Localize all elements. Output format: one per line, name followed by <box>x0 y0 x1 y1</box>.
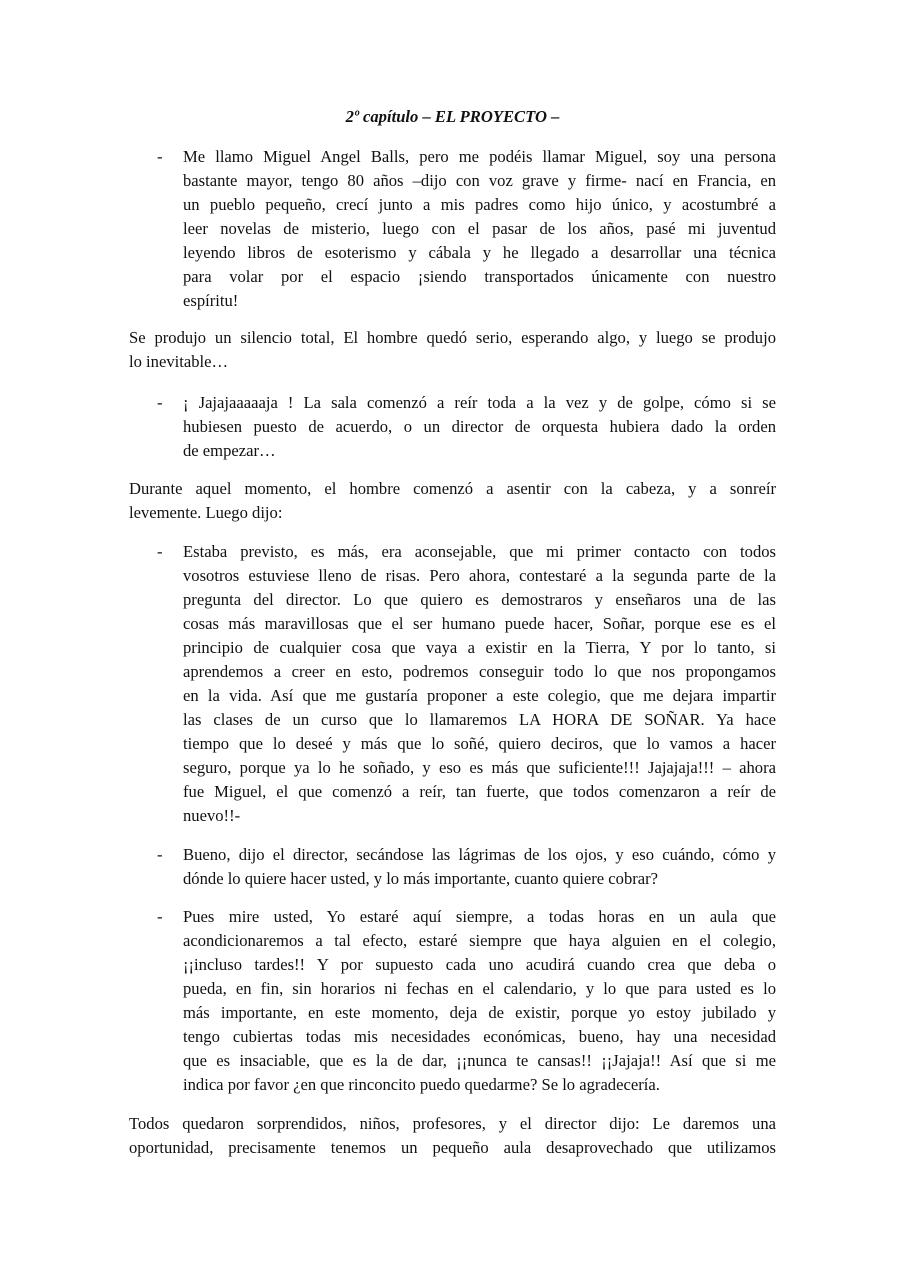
bullet-dash: - <box>157 845 163 864</box>
text-line: cosas más maravillosas que el ser humano puede hacer, Soñar, porque ese es el <box>183 614 776 633</box>
text-line: hubiesen puesto de acuerdo, o un director de orquesta hubiera dado la orden <box>183 417 776 436</box>
text-line: oportunidad, precisamente tenemos un pequeño aula desaprovechado que utilizamos <box>129 1138 776 1157</box>
text-line: acondicionaremos a tal efecto, estaré siempre que haya alguien en el colegio, <box>183 931 776 950</box>
text-line: leer novelas de misterio, luego con el pasar de los años, pasé mi juventud <box>183 219 776 238</box>
narrative-paragraph <box>129 477 776 525</box>
text-line: lo inevitable… <box>129 352 229 371</box>
text-line: dónde lo quiere hacer usted, y lo más importante, cuanto quiere cobrar? <box>183 869 659 888</box>
text-line: principio de cualquier cosa que vaya a existir en la Tierra, Y por lo tanto, si <box>183 638 776 657</box>
dialogue-paragraph <box>157 540 776 828</box>
dialogue-paragraph <box>157 843 776 891</box>
text-line: fue Miguel, el que comenzó a reír, tan fuerte, que todos comenzaron a reír de <box>183 782 776 801</box>
text-line: ¡ Jajajaaaaaja ! La sala comenzó a reír toda a la vez y de golpe, cómo si se <box>183 393 776 412</box>
text-line: las clases de un curso que lo llamaremos LA HORA DE SOÑAR. Ya hace <box>183 710 776 729</box>
narrative-paragraph <box>129 326 776 374</box>
text-line: un pueblo pequeño, crecí junto a mis padres como hijo único, y acostumbré a <box>183 195 776 214</box>
text-line: seguro, porque ya lo he soñado, y eso es más que suficiente!!! Jajajaja!!! – ahora <box>183 758 776 777</box>
text-line: levemente. Luego dijo: <box>129 503 283 522</box>
text-line: para volar por el espacio ¡siendo transportados únicamente con nuestro <box>183 267 776 286</box>
text-line: indica por favor ¿en que rinconcito puedo quedarme? Se lo agradecería. <box>183 1075 660 1094</box>
text-line: nuevo!!- <box>183 806 241 825</box>
bullet-dash: - <box>157 147 163 166</box>
dialogue-paragraph <box>157 391 776 463</box>
text-line: bastante mayor, tengo 80 años –dijo con voz grave y firme- nací en Francia, en <box>183 171 776 190</box>
text-line: Todos quedaron sorprendidos, niños, profesores, y el director dijo: Le daremos una <box>129 1114 776 1133</box>
text-line: que es insaciable, que es la de dar, ¡¡nunca te cansas!! ¡¡Jajaja!! Así que si me <box>183 1051 776 1070</box>
text-line: Estaba previsto, es más, era aconsejable, que mi primer contacto con todos <box>183 542 776 561</box>
text-line: Pues mire usted, Yo estaré aquí siempre, a todas horas en un aula que <box>183 907 776 926</box>
text-line: tiempo que lo deseé y más que lo soñé, quiero deciros, que lo vamos a hacer <box>183 734 776 753</box>
narrative-paragraph <box>129 1112 776 1160</box>
text-line: Durante aquel momento, el hombre comenzó a asentir con la cabeza, y a sonreír <box>129 479 776 498</box>
text-line: más importante, en este momento, deja de existir, porque yo estoy jubilado y <box>183 1003 776 1022</box>
chapter-title: 2º capítulo – EL PROYECTO – <box>345 107 560 126</box>
text-line: en la vida. Así que me gustaría proponer a este colegio, que me dejara impartir <box>183 686 776 705</box>
text-line: pueda, en fin, sin horarios ni fechas en el calendario, y lo que para usted es lo <box>183 979 776 998</box>
dialogue-paragraph <box>157 145 776 313</box>
text-line: pregunta del director. Lo que quiero es demostraros y enseñaros una de las <box>183 590 776 609</box>
bullet-dash: - <box>157 907 163 926</box>
text-line: leyendo libros de esoterismo y cábala y he llegado a desarrollar una técnica <box>183 243 776 262</box>
text-line: aprendemos a creer en esto, podremos conseguir todo lo que nos propongamos <box>183 662 776 681</box>
bullet-dash: - <box>157 393 163 412</box>
text-line: ¡¡incluso tardes!! Y por supuesto cada uno acudirá cuando crea que deba o <box>183 955 776 974</box>
bullet-dash: - <box>157 542 163 561</box>
text-line: espíritu! <box>183 291 239 310</box>
text-line: Se produjo un silencio total, El hombre quedó serio, esperando algo, y luego se produjo <box>129 328 776 347</box>
text-line: vosotros estuviese lleno de risas. Pero ahora, contestaré a la segunda parte de la <box>183 566 776 585</box>
text-line: de empezar… <box>183 441 276 460</box>
text-line: tengo cubiertas todas mis necesidades económicas, bueno, hay una necesidad <box>183 1027 776 1046</box>
text-line: Bueno, dijo el director, secándose las lágrimas de los ojos, y eso cuándo, cómo y <box>183 845 776 864</box>
text-line: Me llamo Miguel Angel Balls, pero me podéis llamar Miguel, soy una persona <box>183 147 776 166</box>
dialogue-paragraph <box>157 905 776 1097</box>
